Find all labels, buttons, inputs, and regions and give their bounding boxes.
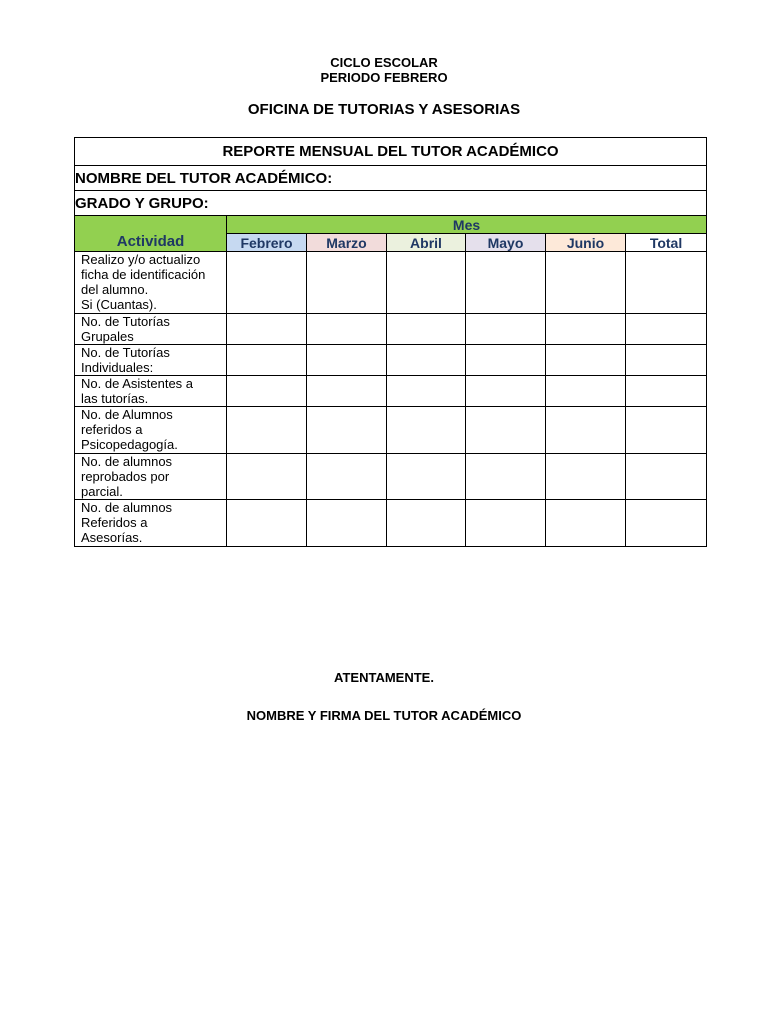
month-header-mayo: Mayo — [466, 234, 546, 252]
entry-cell-marzo[interactable] — [307, 314, 387, 345]
entry-cell-total[interactable] — [626, 252, 707, 314]
entry-cell-mayo[interactable] — [466, 345, 546, 376]
activity-label — [75, 407, 227, 454]
table-row — [75, 345, 707, 376]
entry-cell-abril[interactable] — [387, 500, 466, 547]
entry-cell-abril[interactable] — [387, 376, 466, 407]
period-heading: PERIODO FEBRERO — [320, 70, 448, 85]
school-cycle-heading: CICLO ESCOLAR — [330, 55, 438, 70]
table-row — [75, 500, 707, 547]
activity-label-line: Realizo y/o actualizo — [81, 252, 201, 267]
activity-label — [75, 500, 227, 547]
activity-label-line: Psicopedagogía. — [81, 437, 178, 452]
entry-cell-junio[interactable] — [546, 345, 626, 376]
activity-label-line: Asesorías. — [81, 530, 143, 545]
activity-label-line: No. de Tutorías — [81, 345, 170, 360]
activity-label-line: Individuales: — [81, 360, 154, 375]
entry-cell-febrero[interactable] — [227, 376, 307, 407]
report-title: REPORTE MENSUAL DEL TUTOR ACADÉMICO — [75, 138, 707, 166]
activity-label-line: Referidos a — [81, 515, 148, 530]
signature-line[interactable]: NOMBRE Y FIRMA DEL TUTOR ACADÉMICO — [246, 708, 522, 723]
activity-header: Actividad — [75, 216, 227, 252]
activity-label — [75, 454, 227, 500]
entry-cell-febrero[interactable] — [227, 252, 307, 314]
entry-cell-junio[interactable] — [546, 376, 626, 407]
entry-cell-mayo[interactable] — [466, 407, 546, 454]
closing-text: ATENTAMENTE. — [334, 670, 434, 685]
grade-group-field[interactable]: GRADO Y GRUPO: — [75, 191, 707, 216]
entry-cell-junio[interactable] — [546, 407, 626, 454]
month-header-total: Total — [626, 234, 707, 252]
activity-label-line: referidos a — [81, 422, 143, 437]
entry-cell-marzo[interactable] — [307, 376, 387, 407]
entry-cell-febrero[interactable] — [227, 500, 307, 547]
entry-cell-febrero[interactable] — [227, 314, 307, 345]
entry-cell-total[interactable] — [626, 407, 707, 454]
entry-cell-abril[interactable] — [387, 407, 466, 454]
entry-cell-mayo[interactable] — [466, 376, 546, 407]
office-heading: OFICINA DE TUTORIAS Y ASESORIAS — [247, 101, 521, 118]
month-header-junio: Junio — [546, 234, 626, 252]
activity-label-line: No. de alumnos — [81, 454, 173, 469]
entry-cell-mayo[interactable] — [466, 454, 546, 500]
entry-cell-mayo[interactable] — [466, 314, 546, 345]
entry-cell-junio[interactable] — [546, 500, 626, 547]
entry-cell-febrero[interactable] — [227, 454, 307, 500]
entry-cell-marzo[interactable] — [307, 345, 387, 376]
entry-cell-marzo[interactable] — [307, 407, 387, 454]
activity-label-line: reprobados por — [81, 469, 170, 484]
monthly-report-table — [74, 137, 707, 547]
activity-label-line: las tutorías. — [81, 391, 149, 406]
entry-cell-total[interactable] — [626, 500, 707, 547]
entry-cell-junio[interactable] — [546, 454, 626, 500]
entry-cell-total[interactable] — [626, 454, 707, 500]
activity-label-line: No. de Alumnos — [81, 407, 173, 422]
activity-label-line: ficha de identificación — [81, 267, 206, 282]
activity-label-line: No. de alumnos — [81, 500, 173, 515]
entry-cell-junio[interactable] — [546, 314, 626, 345]
entry-cell-abril[interactable] — [387, 252, 466, 314]
entry-cell-abril[interactable] — [387, 345, 466, 376]
activity-label-line: No. de Tutorías — [81, 314, 170, 329]
activity-label-line: No. de Asistentes a — [81, 376, 194, 391]
entry-cell-mayo[interactable] — [466, 500, 546, 547]
entry-cell-abril[interactable] — [387, 314, 466, 345]
activity-label — [75, 314, 227, 345]
tutor-name-field[interactable]: NOMBRE DEL TUTOR ACADÉMICO: — [75, 166, 707, 191]
table-row — [75, 314, 707, 345]
entry-cell-febrero[interactable] — [227, 407, 307, 454]
entry-cell-total[interactable] — [626, 376, 707, 407]
month-group-header: Mes — [227, 216, 707, 234]
activity-label — [75, 252, 227, 314]
table-row — [75, 252, 707, 314]
entry-cell-total[interactable] — [626, 314, 707, 345]
activity-label-line: del alumno. — [81, 282, 149, 297]
entry-cell-marzo[interactable] — [307, 500, 387, 547]
activity-label — [75, 376, 227, 407]
entry-cell-marzo[interactable] — [307, 252, 387, 314]
month-header-abril: Abril — [387, 234, 466, 252]
activity-label-line: Si (Cuantas). — [81, 297, 157, 312]
table-row — [75, 454, 707, 500]
month-header-febrero: Febrero — [227, 234, 307, 252]
table-row — [75, 407, 707, 454]
month-header-marzo: Marzo — [307, 234, 387, 252]
entry-cell-mayo[interactable] — [466, 252, 546, 314]
entry-cell-total[interactable] — [626, 345, 707, 376]
entry-cell-junio[interactable] — [546, 252, 626, 314]
entry-cell-abril[interactable] — [387, 454, 466, 500]
table-row — [75, 376, 707, 407]
entry-cell-marzo[interactable] — [307, 454, 387, 500]
activity-label — [75, 345, 227, 376]
entry-cell-febrero[interactable] — [227, 345, 307, 376]
activity-label-line: Grupales — [81, 329, 134, 344]
activity-label-line: parcial. — [81, 484, 123, 499]
